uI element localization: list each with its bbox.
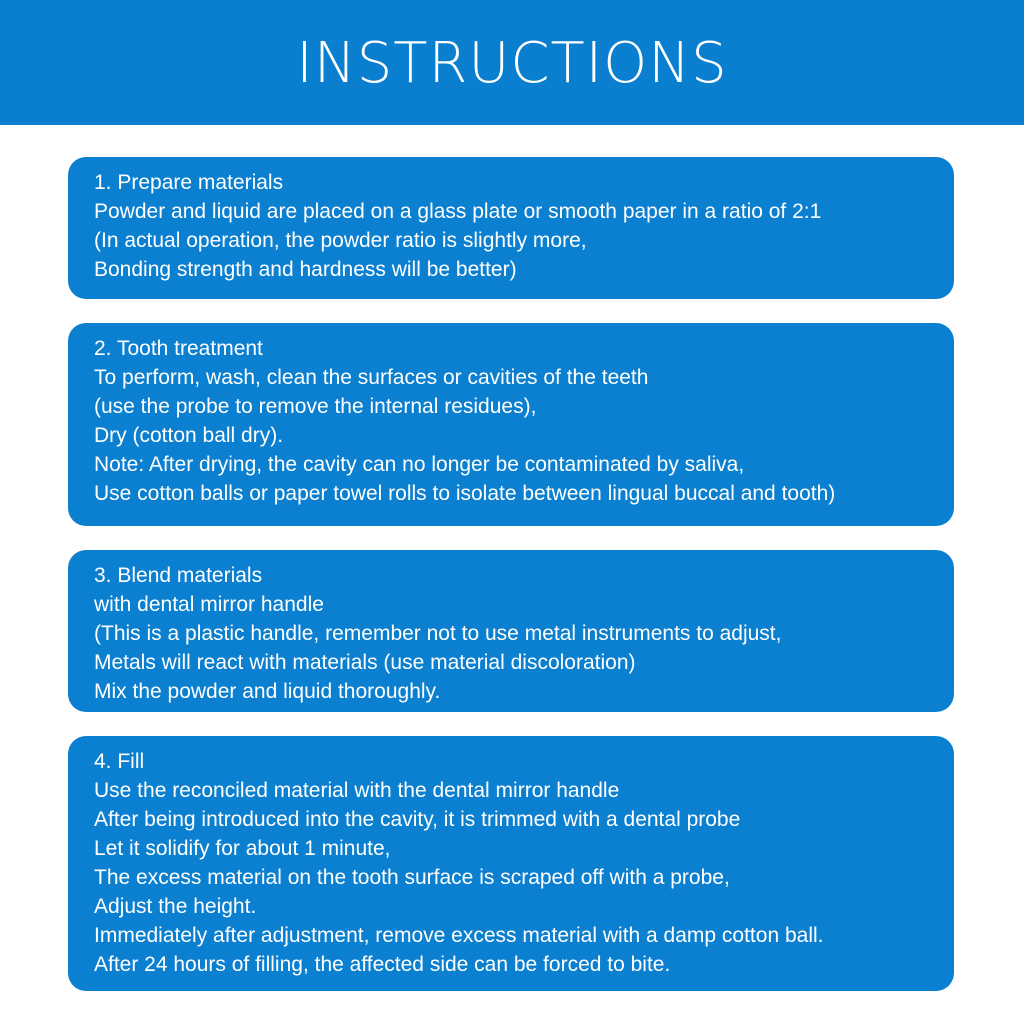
page-title: INSTRUCTIONS <box>296 31 728 96</box>
step-4-line: After 24 hours of filling, the affected side can be forced to bite. <box>94 953 671 976</box>
step-1-heading: 1. Prepare materials <box>94 171 284 194</box>
instruction-step-2-panel <box>68 323 954 526</box>
step-4-line: Use the reconciled material with the dental mirror handle <box>94 779 620 802</box>
step-3-heading: 3. Blend materials <box>94 564 263 587</box>
step-2-line: To perform, wash, clean the surfaces or cavities of the teeth <box>94 366 649 389</box>
step-4-line: The excess material on the tooth surface is scraped off with a probe, <box>94 866 730 889</box>
instruction-step-1-panel <box>68 157 954 299</box>
step-4-line: After being introduced into the cavity, it is trimmed with a dental probe <box>94 808 741 831</box>
instruction-step-4-panel <box>68 736 954 991</box>
step-1-line: Bonding strength and hardness will be better) <box>94 258 517 281</box>
step-2-line: (use the probe to remove the internal residues), <box>94 395 537 418</box>
step-1-line: Powder and liquid are placed on a glass plate or smooth paper in a ratio of 2:1 <box>94 200 822 223</box>
step-3-line: Metals will react with materials (use material discoloration) <box>94 651 636 674</box>
step-2-line: Note: After drying, the cavity can no longer be contaminated by saliva, <box>94 453 745 476</box>
step-4-line: Let it solidify for about 1 minute, <box>94 837 391 860</box>
step-2-line: Dry (cotton ball dry). <box>94 424 284 447</box>
step-4-heading: 4. Fill <box>94 750 145 773</box>
step-2-heading: 2. Tooth treatment <box>94 337 263 360</box>
instruction-step-3-panel <box>68 550 954 712</box>
step-4-line: Immediately after adjustment, remove excess material with a damp cotton ball. <box>94 924 824 947</box>
step-4-line: Adjust the height. <box>94 895 257 918</box>
step-1-line: (In actual operation, the powder ratio is slightly more, <box>94 229 587 252</box>
step-3-line: (This is a plastic handle, remember not to use metal instruments to adjust, <box>94 622 782 645</box>
step-3-line: Mix the powder and liquid thoroughly. <box>94 680 441 703</box>
header-banner <box>0 0 1024 125</box>
step-2-line: Use cotton balls or paper towel rolls to isolate between lingual buccal and tooth) <box>94 482 836 505</box>
step-3-line: with dental mirror handle <box>94 593 324 616</box>
